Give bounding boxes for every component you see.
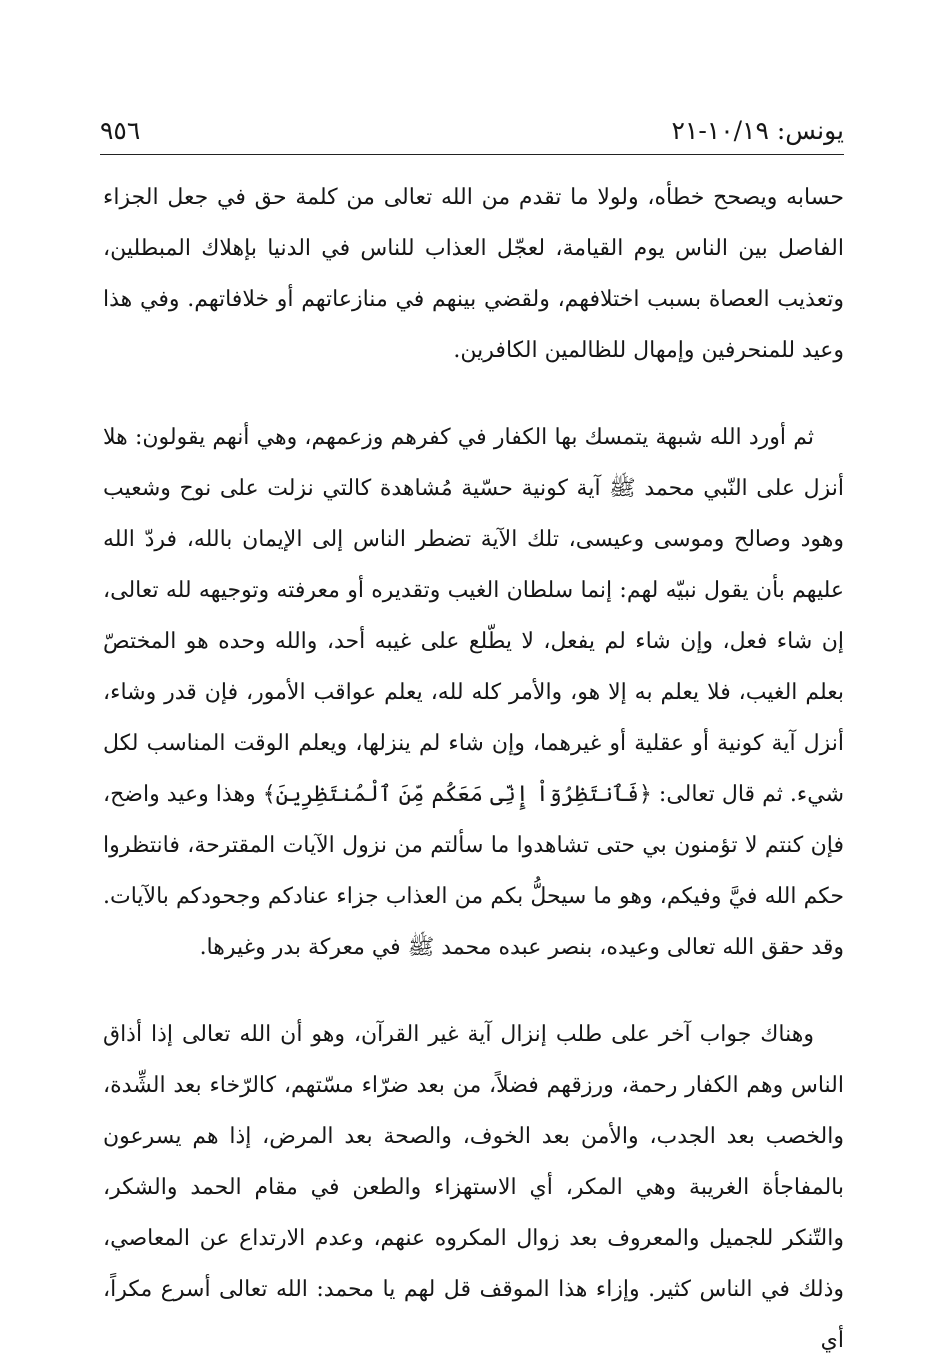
paragraph-2-part-b: وهذا وعيد واضح، فإن كنتم لا تؤمنون بي حتى تشاهدوا ما سألتم من نزول الآيات المقترحة، فانتظروا حكم الله فيَّ وفيكم، وهو ما سيحلُّ بكم من العذاب جزاء عنادكم وجحودكم بالآيات. وقد حقق الله تعالى وعيده، بنصر عبده محمد ﷺ في معركة بدر وغيرها. xyxy=(103,782,844,960)
paragraph-gap xyxy=(103,973,844,1009)
paragraph-2-part-a: ثم أورد الله شبهة يتمسك بها الكفار في كفرهم وزعمهم، وهي أنهم يقولون: هلا أنزل على النّبي محمد ﷺ آية كونية حسّية مُشاهدة كالتي نزلت على نوح وشعيب وهود وصالح وموسى وعيسى، تلك الآية تضطر الناس إلى الإيمان بالله، فردّ الله عليهم بأن يقول نبيّه لهم: إنما سلطان الغيب وتقديره أو معرفته وتوجيهه لله تعالى، إن شاء فعل، وإن شاء لم يفعل، لا يطّلع على غيبه أحد، والله وحده هو المختصّ بعلم الغيب، فلا يعلم به إلا هو، والأمر كله لله، يعلم عواقب الأمور، فإن قدر وشاء، أنزل آية كونية أو عقلية أو غيرهما، وإن شاء لم ينزلها، ويعلم الوقت المناسب لكل شيء. ثم قال تعالى: xyxy=(103,425,845,807)
paragraph-gap xyxy=(103,376,844,412)
page-number: ٩٥٦ xyxy=(100,116,141,145)
page-header xyxy=(100,112,844,156)
paragraph-1: حسابه ويصحح خطأه، ولولا ما تقدم من الله تعالى من كلمة حق في جعل الجزاء الفاصل بين الناس يوم القيامة، لعجّل العذاب للناس في الدنيا بإهلاك المبطلين، وتعذيب العصاة بسبب اختلافهم، ولقضي بينهم في منازعاتهم أو خلافاتهم. وفي هذا وعيد للمنحرفين وإمهال للظالمين الكافرين. xyxy=(103,185,845,363)
running-head: يونس: ١٠/١٩-٢١ xyxy=(671,116,844,145)
header-rule xyxy=(100,154,844,155)
quran-quote: ﴿فَٱنتَظِرُوٓاْ إِنِّى مَعَكُم مِّنَ ٱلْمُنتَظِرِينَ﴾ xyxy=(262,782,652,807)
paragraph-2 xyxy=(103,412,844,973)
paragraph-3: وهناك جواب آخر على طلب إنزال آية غير القرآن، وهو أن الله تعالى إذا أذاق الناس وهم الكفار رحمة، ورزقهم فضلاً، من بعد ضرّاء مسّتهم، كالرّخاء بعد الشِّدة، والخصب بعد الجدب، والأمن بعد الخوف، والصحة بعد المرض، إذا هم يسرعون بالمفاجأة الغريبة وهي المكر، أي الاستهزاء والطعن في مقام الحمد والشكر، والتّنكر للجميل والمعروف بعد زوال المكروه عنهم، وعدم الارتداع عن المعاصي، وذلك في الناس كثير. وإزاء هذا الموقف قل لهم يا محمد: الله تعالى أسرع مكراً، أي xyxy=(103,1022,844,1353)
main-text xyxy=(103,172,844,1366)
